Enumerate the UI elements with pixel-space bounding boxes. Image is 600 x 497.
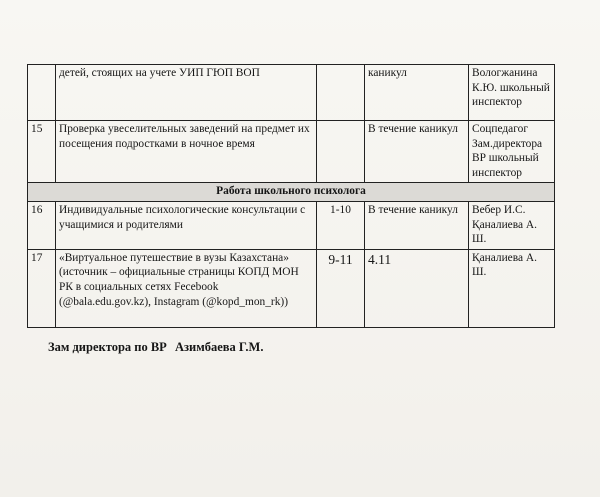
activity-cell: «Виртуальное путешествие в вузы Казахстана» (источник – официальные страницы КОПД МОН РК в социальных сетях Fecebook (@bala.edu.gov.kz), Instagram (@kopd_mon_rk))	[56, 249, 317, 327]
activity-cell: Индивидуальные психологические консультации с учащимися и родителями	[56, 201, 317, 249]
signature-line	[48, 340, 264, 355]
section-header-row	[28, 183, 555, 202]
signature-position: Зам директора по ВР	[48, 340, 167, 354]
row-number: 16	[28, 201, 56, 249]
activity-cell: Проверка увеселительных заведений на предмет их посещения подростками в ночное время	[56, 121, 317, 183]
row-number	[28, 65, 56, 121]
classes-cell	[317, 65, 365, 121]
date-cell: В течение каникул	[365, 121, 469, 183]
table-row	[28, 201, 555, 249]
responsible-cell: Вебер И.С. Қаналиева А. Ш.	[469, 201, 555, 249]
classes-cell: 9-11	[317, 249, 365, 327]
date-cell: каникул	[365, 65, 469, 121]
activity-cell: детей, стоящих на учете УИП ГЮП ВОП	[56, 65, 317, 121]
section-title: Работа школьного психолога	[28, 183, 555, 202]
table-row	[28, 121, 555, 183]
table-row	[28, 249, 555, 327]
responsible-cell: Қаналиева А. Ш.	[469, 249, 555, 327]
events-table	[27, 64, 555, 328]
classes-cell: 1-10	[317, 201, 365, 249]
table-row	[28, 65, 555, 121]
responsible-cell: Вологжанина К.Ю. школьный инспектор	[469, 65, 555, 121]
date-cell: 4.11	[365, 249, 469, 327]
row-number: 17	[28, 249, 56, 327]
row-number: 15	[28, 121, 56, 183]
responsible-cell: Соцпедагог Зам.директора ВР школьный инспектор	[469, 121, 555, 183]
signature-name: Азимбаева Г.М.	[174, 340, 264, 354]
date-cell: В течение каникул	[365, 201, 469, 249]
classes-cell	[317, 121, 365, 183]
